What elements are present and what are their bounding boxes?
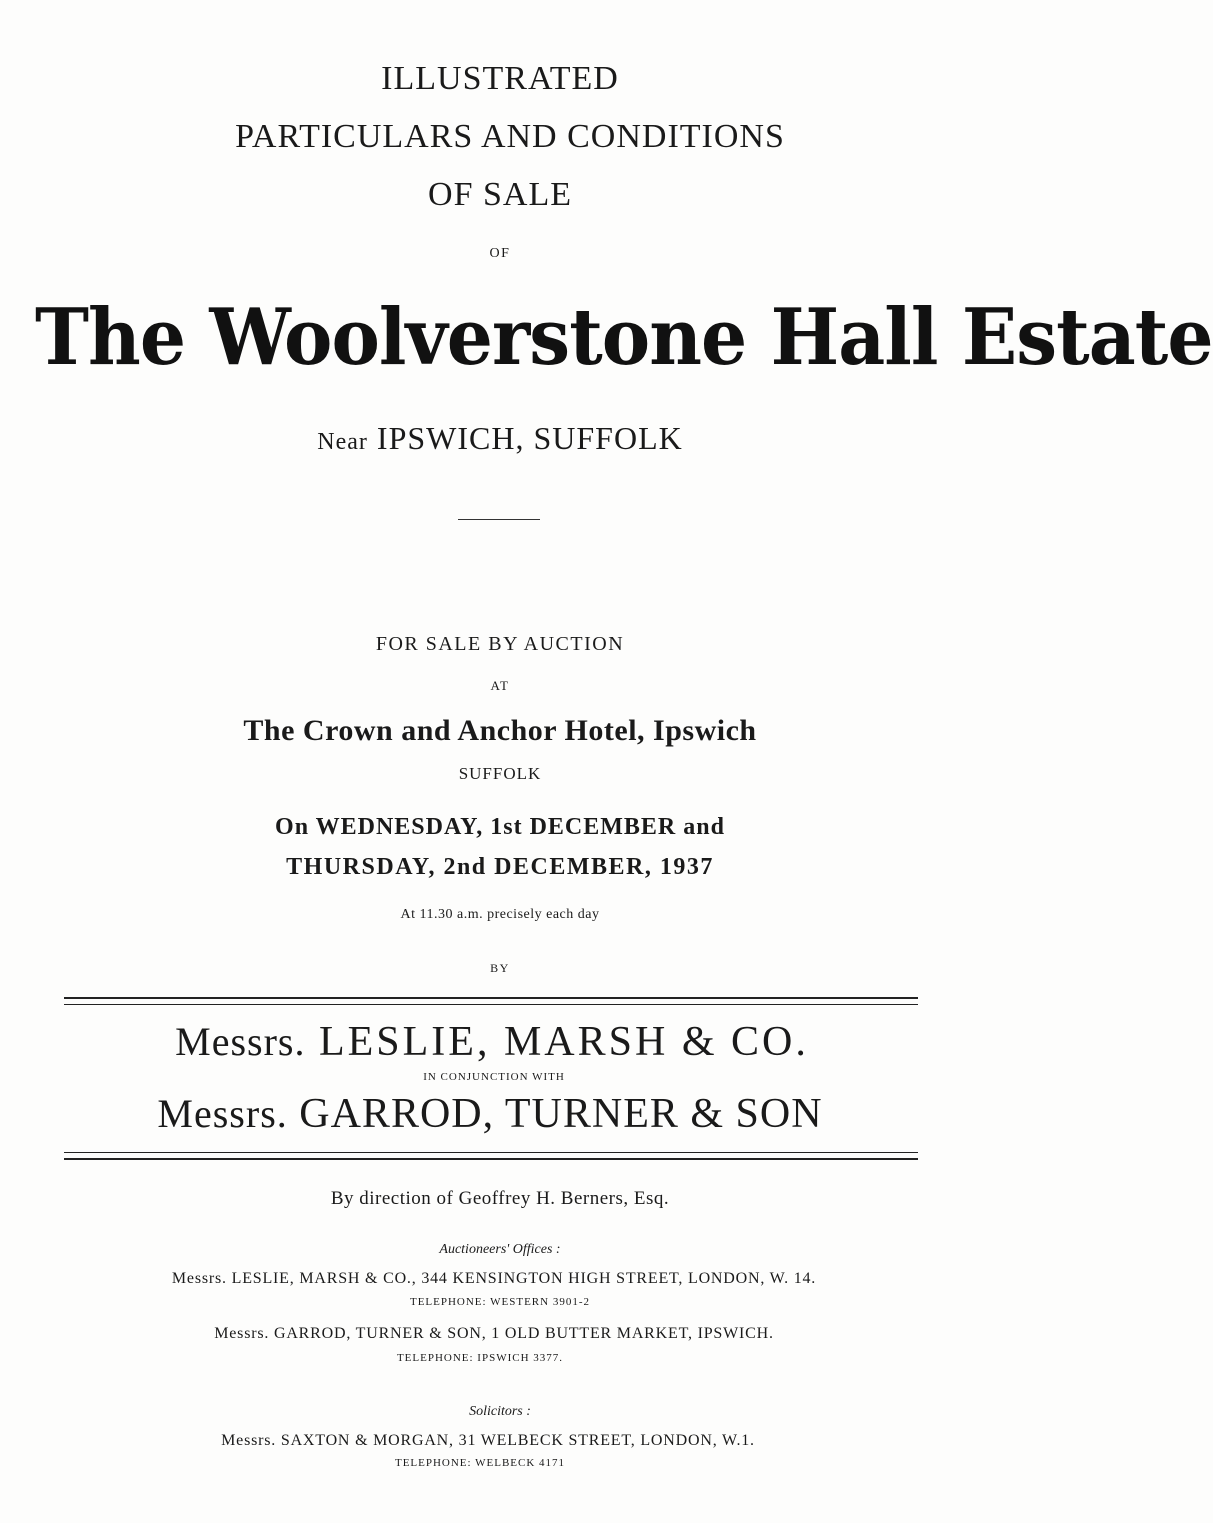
office-2-telephone: TELEPHONE: IPSWICH 3377. xyxy=(396,1352,564,1364)
for-sale-by-auction: FOR SALE BY AUCTION xyxy=(375,633,625,655)
auctioneer-firm-1 xyxy=(0,1018,992,1066)
auction-date-line-1: On WEDNESDAY, 1st DECEMBER and xyxy=(275,814,725,840)
by-direction-of: By direction of Geoffrey H. Berners, Esq. xyxy=(330,1188,670,1209)
firm-2-name: GARROD, TURNER & SON xyxy=(299,1091,823,1137)
estate-location-near: Near xyxy=(317,429,368,455)
messrs-label-1: Messrs. xyxy=(175,1019,306,1064)
estate-location xyxy=(0,420,1000,457)
office-2-address: Messrs. GARROD, TURNER & SON, 1 OLD BUTTER MARKET, IPSWICH. xyxy=(214,1325,774,1342)
office-1-address: Messrs. LESLIE, MARSH & CO., 344 KENSINGTON HIGH STREET, LONDON, W. 14. xyxy=(171,1270,817,1287)
messrs-label-2: Messrs. xyxy=(157,1091,288,1136)
heading-line-of-sale: OF SALE xyxy=(428,176,572,213)
auction-venue: The Crown and Anchor Hotel, Ipswich xyxy=(243,714,757,747)
auction-by: BY xyxy=(490,961,510,975)
heading-of: OF xyxy=(489,246,511,261)
estate-title: The Woolverstone Hall Estate xyxy=(35,292,1213,383)
auction-at: AT xyxy=(490,678,510,693)
in-conjunction-with: IN CONJUNCTION WITH xyxy=(423,1071,565,1083)
short-divider xyxy=(458,519,540,520)
heading-line-illustrated: ILLUSTRATED xyxy=(381,60,619,97)
solicitors-heading: Solicitors : xyxy=(469,1404,531,1419)
rule-bottom-thick xyxy=(64,1158,918,1160)
estate-location-place: IPSWICH, SUFFOLK xyxy=(376,420,683,456)
solicitors-address: Messrs. SAXTON & MORGAN, 31 WELBECK STREET, LONDON, W.1. xyxy=(221,1432,755,1449)
auctioneers-offices-heading: Auctioneers' Offices : xyxy=(439,1242,561,1257)
solicitors-telephone: TELEPHONE: WELBECK 4171 xyxy=(394,1457,566,1469)
auction-county: SUFFOLK xyxy=(458,764,542,783)
rule-bottom-thin xyxy=(64,1152,918,1153)
auction-time: At 11.30 a.m. precisely each day xyxy=(400,907,600,922)
heading-line-particulars: PARTICULARS AND CONDITIONS xyxy=(235,118,785,155)
rule-top-thick xyxy=(64,997,918,999)
rule-top-thin xyxy=(64,1004,918,1005)
auctioneer-firm-2 xyxy=(0,1090,990,1138)
office-1-telephone: TELEPHONE: WESTERN 3901-2 xyxy=(409,1296,590,1308)
auction-date-line-2: THURSDAY, 2nd DECEMBER, 1937 xyxy=(286,854,714,880)
firm-1-name: LESLIE, MARSH & CO. xyxy=(318,1019,809,1065)
